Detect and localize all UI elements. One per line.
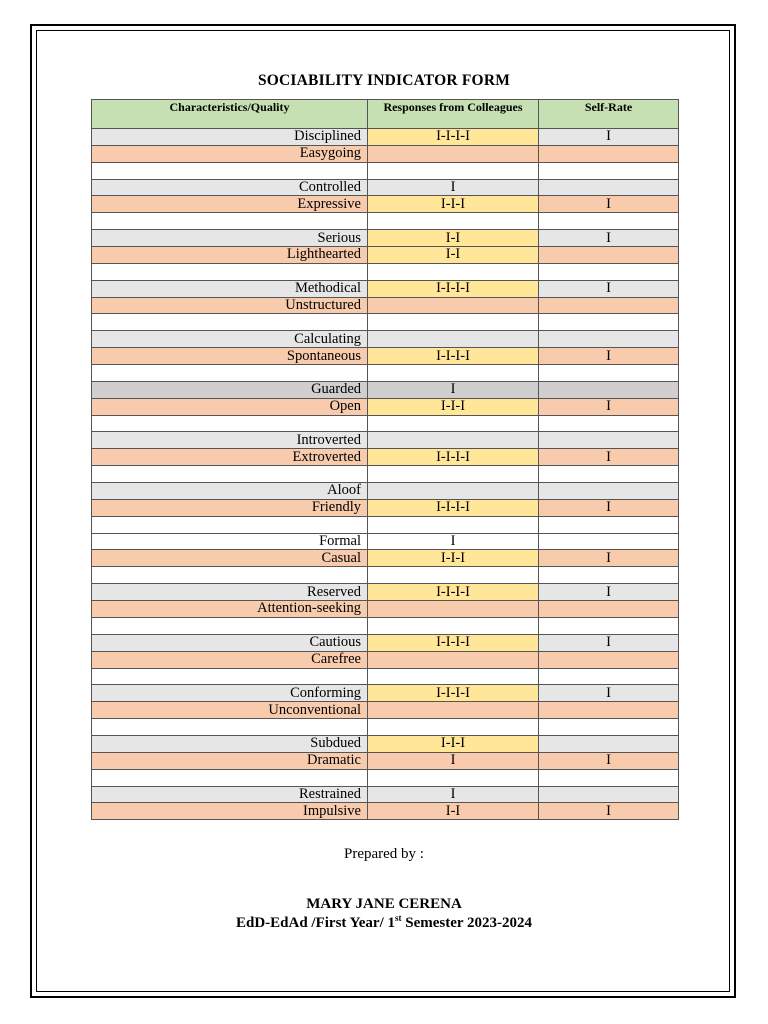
characteristic-cell: Calculating xyxy=(92,331,368,348)
characteristic-cell: Subdued xyxy=(92,735,368,752)
table-row xyxy=(92,550,679,567)
table-row xyxy=(92,786,679,803)
table-row xyxy=(92,466,679,483)
table-row xyxy=(92,499,679,516)
program-line xyxy=(0,913,768,932)
responses-cell xyxy=(368,365,539,382)
responses-cell: I xyxy=(368,533,539,550)
table-row xyxy=(92,702,679,719)
characteristic-cell: Easygoing xyxy=(92,145,368,162)
table-row xyxy=(92,735,679,752)
characteristic-cell: Spontaneous xyxy=(92,348,368,365)
responses-cell xyxy=(368,601,539,618)
responses-cell xyxy=(368,719,539,736)
responses-cell: I-I-I-I xyxy=(368,634,539,651)
responses-cell: I-I-I xyxy=(368,735,539,752)
table-row xyxy=(92,584,679,601)
responses-cell: I-I-I-I xyxy=(368,449,539,466)
self-rate-cell xyxy=(539,769,679,786)
characteristic-cell: Introverted xyxy=(92,432,368,449)
responses-cell xyxy=(368,668,539,685)
table-row xyxy=(92,685,679,702)
table-row xyxy=(92,365,679,382)
characteristic-cell: Attention-seeking xyxy=(92,601,368,618)
self-rate-cell xyxy=(539,381,679,398)
self-rate-cell: I xyxy=(539,499,679,516)
responses-cell: I xyxy=(368,786,539,803)
characteristic-cell xyxy=(92,263,368,280)
characteristic-cell xyxy=(92,668,368,685)
responses-cell xyxy=(368,516,539,533)
responses-cell: I-I-I-I xyxy=(368,499,539,516)
characteristic-cell xyxy=(92,314,368,331)
self-rate-cell xyxy=(539,314,679,331)
self-rate-cell: I xyxy=(539,398,679,415)
characteristic-cell: Restrained xyxy=(92,786,368,803)
characteristic-cell: Controlled xyxy=(92,179,368,196)
characteristic-cell: Formal xyxy=(92,533,368,550)
self-rate-cell xyxy=(539,145,679,162)
self-rate-cell: I xyxy=(539,196,679,213)
self-rate-cell xyxy=(539,483,679,500)
responses-cell: I-I-I-I xyxy=(368,685,539,702)
self-rate-cell xyxy=(539,735,679,752)
form-title: SOCIABILITY INDICATOR FORM xyxy=(257,72,511,89)
characteristic-cell xyxy=(92,567,368,584)
prepared-by-label: Prepared by : xyxy=(344,846,424,862)
header-self-rate: Self-Rate xyxy=(539,100,679,129)
responses-cell xyxy=(368,483,539,500)
self-rate-cell: I xyxy=(539,449,679,466)
header-responses: Responses from Colleagues xyxy=(368,100,539,129)
responses-cell: I-I-I xyxy=(368,550,539,567)
self-rate-cell: I xyxy=(539,634,679,651)
characteristic-cell: Disciplined xyxy=(92,129,368,146)
responses-cell xyxy=(368,769,539,786)
self-rate-cell: I xyxy=(539,685,679,702)
self-rate-cell xyxy=(539,415,679,432)
responses-cell xyxy=(368,617,539,634)
self-rate-cell xyxy=(539,533,679,550)
responses-cell: I xyxy=(368,752,539,769)
responses-cell xyxy=(368,702,539,719)
responses-cell xyxy=(368,145,539,162)
table-row xyxy=(92,651,679,668)
characteristic-cell xyxy=(92,769,368,786)
responses-cell: I xyxy=(368,179,539,196)
characteristic-cell xyxy=(92,516,368,533)
table-row xyxy=(92,719,679,736)
responses-cell xyxy=(368,567,539,584)
characteristic-cell: Extroverted xyxy=(92,449,368,466)
self-rate-cell: I xyxy=(539,129,679,146)
self-rate-cell xyxy=(539,213,679,230)
table-row xyxy=(92,162,679,179)
table-row xyxy=(92,348,679,365)
table-row xyxy=(92,179,679,196)
table-row xyxy=(92,297,679,314)
table-row xyxy=(92,331,679,348)
table-row xyxy=(92,415,679,432)
self-rate-cell: I xyxy=(539,584,679,601)
characteristic-cell xyxy=(92,365,368,382)
responses-cell xyxy=(368,466,539,483)
responses-cell: I-I-I xyxy=(368,398,539,415)
characteristic-cell: Friendly xyxy=(92,499,368,516)
table-row xyxy=(92,601,679,618)
characteristic-cell: Serious xyxy=(92,230,368,247)
table-row xyxy=(92,668,679,685)
self-rate-cell xyxy=(539,432,679,449)
table-row xyxy=(92,769,679,786)
table-row xyxy=(92,196,679,213)
table-row xyxy=(92,449,679,466)
table-row xyxy=(92,280,679,297)
responses-cell xyxy=(368,331,539,348)
table-row xyxy=(92,432,679,449)
responses-cell xyxy=(368,432,539,449)
self-rate-cell: I xyxy=(539,550,679,567)
self-rate-cell xyxy=(539,668,679,685)
characteristic-cell: Expressive xyxy=(92,196,368,213)
author-name: MARY JANE CERENA xyxy=(306,896,462,912)
table-row xyxy=(92,617,679,634)
header-characteristics: Characteristics/Quality xyxy=(92,100,368,129)
characteristic-cell xyxy=(92,617,368,634)
self-rate-cell: I xyxy=(539,280,679,297)
self-rate-cell xyxy=(539,179,679,196)
characteristic-cell: Carefree xyxy=(92,651,368,668)
table-row xyxy=(92,803,679,820)
responses-cell: I-I-I xyxy=(368,196,539,213)
characteristic-cell xyxy=(92,162,368,179)
responses-cell: I-I-I-I xyxy=(368,348,539,365)
self-rate-cell: I xyxy=(539,348,679,365)
responses-cell xyxy=(368,263,539,280)
characteristic-cell: Unconventional xyxy=(92,702,368,719)
table-row xyxy=(92,129,679,146)
self-rate-cell xyxy=(539,331,679,348)
responses-cell: I-I-I-I xyxy=(368,584,539,601)
self-rate-cell: I xyxy=(539,230,679,247)
responses-cell: I-I xyxy=(368,230,539,247)
self-rate-cell xyxy=(539,719,679,736)
responses-cell xyxy=(368,314,539,331)
table-row xyxy=(92,567,679,584)
responses-cell: I-I xyxy=(368,247,539,264)
table-row xyxy=(92,314,679,331)
characteristic-cell: Open xyxy=(92,398,368,415)
table-row xyxy=(92,483,679,500)
self-rate-cell xyxy=(539,651,679,668)
characteristic-cell: Lighthearted xyxy=(92,247,368,264)
self-rate-cell xyxy=(539,601,679,618)
table-row xyxy=(92,213,679,230)
table-row xyxy=(92,381,679,398)
responses-cell xyxy=(368,213,539,230)
table-row xyxy=(92,263,679,280)
responses-cell xyxy=(368,162,539,179)
self-rate-cell xyxy=(539,297,679,314)
program-ordinal: st xyxy=(395,913,402,923)
characteristic-cell: Cautious xyxy=(92,634,368,651)
responses-cell xyxy=(368,651,539,668)
self-rate-cell: I xyxy=(539,803,679,820)
self-rate-cell xyxy=(539,786,679,803)
table-row xyxy=(92,533,679,550)
self-rate-cell xyxy=(539,466,679,483)
self-rate-cell: I xyxy=(539,752,679,769)
characteristic-cell: Casual xyxy=(92,550,368,567)
responses-cell: I-I-I-I xyxy=(368,129,539,146)
program-semester: Semester 2023-2024 xyxy=(401,915,533,931)
responses-cell xyxy=(368,297,539,314)
characteristic-cell xyxy=(92,415,368,432)
table-header-row xyxy=(92,100,679,129)
characteristic-cell: Dramatic xyxy=(92,752,368,769)
responses-cell: I-I xyxy=(368,803,539,820)
table-row xyxy=(92,752,679,769)
sociability-table xyxy=(91,99,679,820)
characteristic-cell: Unstructured xyxy=(92,297,368,314)
characteristic-cell xyxy=(92,466,368,483)
responses-cell: I xyxy=(368,381,539,398)
self-rate-cell xyxy=(539,263,679,280)
program-text: EdD-EdAd /First Year/ 1 xyxy=(235,915,395,931)
self-rate-cell xyxy=(539,516,679,533)
self-rate-cell xyxy=(539,162,679,179)
table-row xyxy=(92,634,679,651)
characteristic-cell: Impulsive xyxy=(92,803,368,820)
self-rate-cell xyxy=(539,702,679,719)
self-rate-cell xyxy=(539,247,679,264)
self-rate-cell xyxy=(539,365,679,382)
self-rate-cell xyxy=(539,617,679,634)
characteristic-cell: Conforming xyxy=(92,685,368,702)
responses-cell: I-I-I-I xyxy=(368,280,539,297)
table-row xyxy=(92,398,679,415)
responses-cell xyxy=(368,415,539,432)
characteristic-cell: Aloof xyxy=(92,483,368,500)
table-row xyxy=(92,247,679,264)
characteristic-cell: Reserved xyxy=(92,584,368,601)
self-rate-cell xyxy=(539,567,679,584)
table-row xyxy=(92,230,679,247)
table-body xyxy=(92,129,679,820)
table-row xyxy=(92,145,679,162)
characteristic-cell: Methodical xyxy=(92,280,368,297)
characteristic-cell: Guarded xyxy=(92,381,368,398)
table-row xyxy=(92,516,679,533)
characteristic-cell xyxy=(92,213,368,230)
characteristic-cell xyxy=(92,719,368,736)
